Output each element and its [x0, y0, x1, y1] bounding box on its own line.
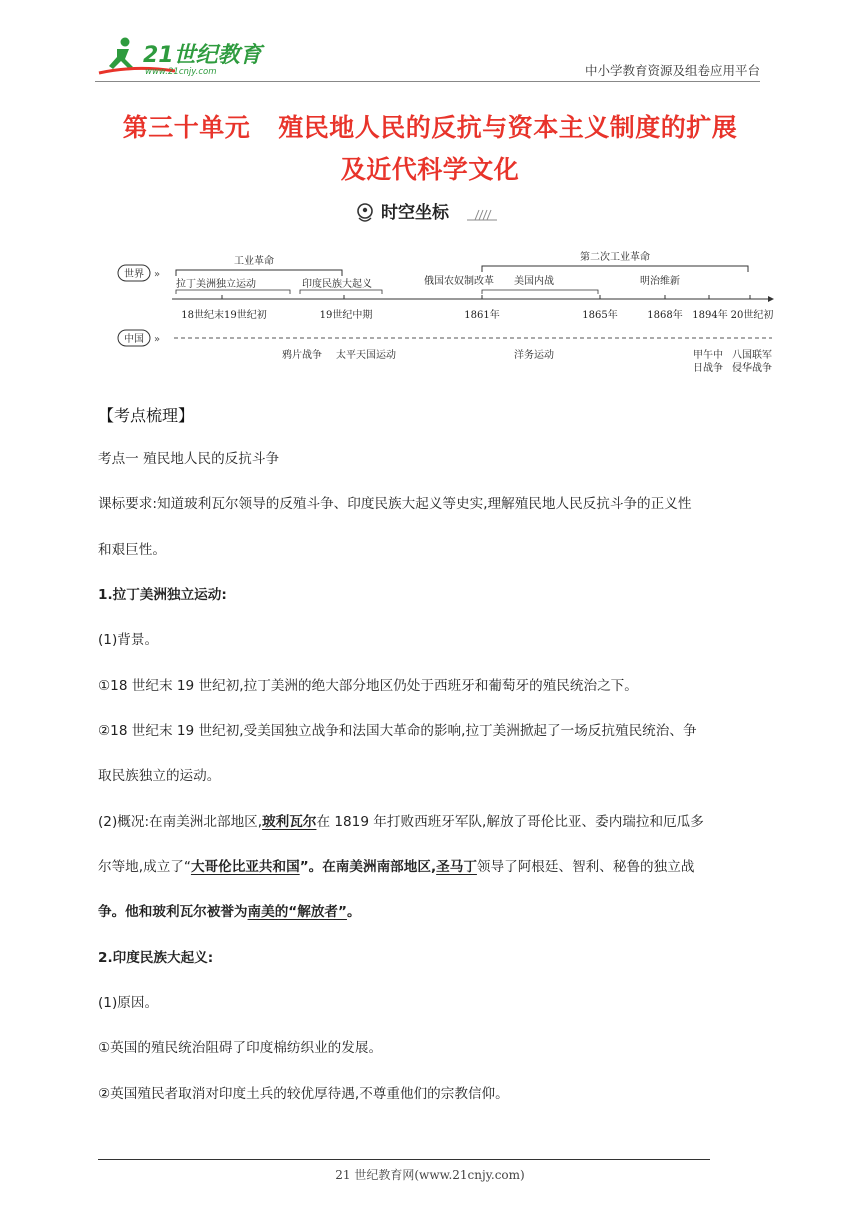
page-header [95, 35, 760, 83]
page-title-line2: 及近代科学文化 [340, 155, 520, 184]
keyword-liberator: 南美的“解放者” [247, 904, 347, 920]
date-2: 19世纪中期 [319, 310, 373, 321]
event-meiji: 明治维新 [640, 276, 680, 287]
logo [95, 35, 265, 79]
world-label [118, 265, 160, 281]
page-footer: 21 世纪教育网(www.21cnjy.com) [335, 1168, 525, 1182]
date-1: 18世纪末19世纪初 [181, 310, 267, 321]
hatch-decoration [467, 210, 497, 220]
location-pin-icon [358, 204, 372, 221]
item2-r1: ①英国的殖民统治阻碍了印度棉纺织业的发展。 [98, 1040, 383, 1056]
date-7: 20世纪初 [730, 310, 774, 321]
event-civil-war: 美国内战 [514, 276, 554, 287]
item1-bg2a: ②18 世纪末 19 世纪初,受美国独立战争和法国大革命的影响,拉丁美洲掀起了一场反抗殖民统治、争 [98, 723, 697, 739]
text-run: 尔等地,成立了“ [98, 859, 191, 875]
subtitle-text: 时空坐标 [381, 203, 449, 223]
title-main: 殖民地人民的反抗与资本主义制度的扩展 [278, 113, 738, 142]
sub-bracket-usa [482, 290, 598, 294]
kebiao-line1: 课标要求:知道玻利瓦尔领导的反殖斗争、印度民族大起义等史实,理解殖民地人民反抗斗争的正义性 [98, 496, 692, 512]
text-run: 。 [346, 904, 361, 920]
svg-text:»: » [154, 334, 161, 345]
axis-ticks [222, 295, 750, 299]
subtitle-badge [355, 198, 505, 226]
china-event-jiawu-2: 日战争 [693, 363, 723, 374]
china-event-jiawu-1: 甲午中 [693, 350, 723, 361]
date-3: 1861年 [464, 310, 500, 321]
event-india: 印度民族大起义 [302, 279, 372, 290]
sub-bracket-india [300, 290, 382, 294]
china-event-yangwu: 洋务运动 [514, 350, 554, 361]
item1-heading: 1.拉丁美洲独立运动: [98, 587, 227, 603]
page-title-line1 [95, 108, 765, 144]
text-run: 争。他和玻利瓦尔被誉为 [98, 904, 248, 920]
china-event-taiping: 太平天国运动 [336, 350, 396, 361]
event-latam: 拉丁美洲独立运动 [176, 279, 256, 290]
event-russia: 俄国农奴制改革 [424, 276, 494, 287]
bracket-industrial-label: 工业革命 [234, 256, 274, 267]
kebiao-line2: 和艰巨性。 [98, 542, 166, 558]
platform-name: 中小学教育资源及组卷应用平台 [584, 63, 760, 78]
item2-heading: 2.印度民族大起义: [98, 950, 214, 966]
section-heading: 【考点梳理】 [98, 406, 195, 425]
text-run: ”。在南美洲南部地区, [299, 859, 437, 875]
keyword-gran-colombia: 大哥伦比亚共和国 [190, 859, 300, 875]
text-run: (2)概况:在南美洲北部地区, [98, 814, 263, 830]
header-divider [95, 81, 760, 82]
logo-text: 21世纪教育 [143, 43, 262, 68]
date-6: 1894年 [692, 310, 728, 321]
logo-url: www.21cnjy.com [145, 67, 217, 77]
kaodian-heading: 考点一 殖民地人民的反抗斗争 [98, 451, 280, 467]
svg-text:世界: 世界 [124, 269, 144, 280]
item2-r2: ②英国殖民者取消对印度土兵的较优厚待遇,不尊重他们的宗教信仰。 [98, 1086, 509, 1102]
text-run: 在 1819 年打败西班牙军队,解放了哥伦比亚、委内瑞拉和厄瓜多 [316, 814, 704, 830]
item1-bg: (1)背景。 [98, 632, 159, 648]
item1-overview-line3 [98, 902, 361, 922]
china-event-opium: 鸦片战争 [282, 350, 322, 361]
keyword-san-martin: 圣马丁 [436, 859, 477, 875]
svg-text:中国: 中国 [124, 334, 144, 345]
china-event-baguo-1: 八国联军 [732, 350, 772, 361]
date-5: 1868年 [647, 310, 683, 321]
axis-arrow [768, 296, 774, 302]
item2-reason: (1)原因。 [98, 995, 159, 1011]
date-4: 1865年 [582, 310, 618, 321]
item1-bg2b: 取民族独立的运动。 [98, 768, 221, 784]
unit-label: 第三十单元 [122, 113, 251, 142]
china-event-baguo-2: 侵华战争 [732, 363, 772, 374]
china-label [118, 330, 160, 346]
keyword-bolivar: 玻利瓦尔 [262, 814, 317, 830]
footer-divider [98, 1159, 710, 1160]
text-run: 领导了阿根廷、智利、秘鲁的独立战 [476, 859, 695, 875]
item1-bg1: ①18 世纪末 19 世纪初,拉丁美洲的绝大部分地区仍处于西班牙和葡萄牙的殖民统治之下。 [98, 678, 638, 694]
bracket-second-label: 第二次工业革命 [580, 252, 650, 263]
item1-overview-line2 [98, 857, 694, 877]
item1-overview-line1 [98, 812, 704, 832]
bracket-industrial [176, 270, 342, 276]
sub-bracket-latam [176, 290, 290, 294]
svg-text:»: » [154, 269, 161, 280]
timeline-diagram [112, 236, 777, 376]
bracket-second [482, 266, 748, 272]
